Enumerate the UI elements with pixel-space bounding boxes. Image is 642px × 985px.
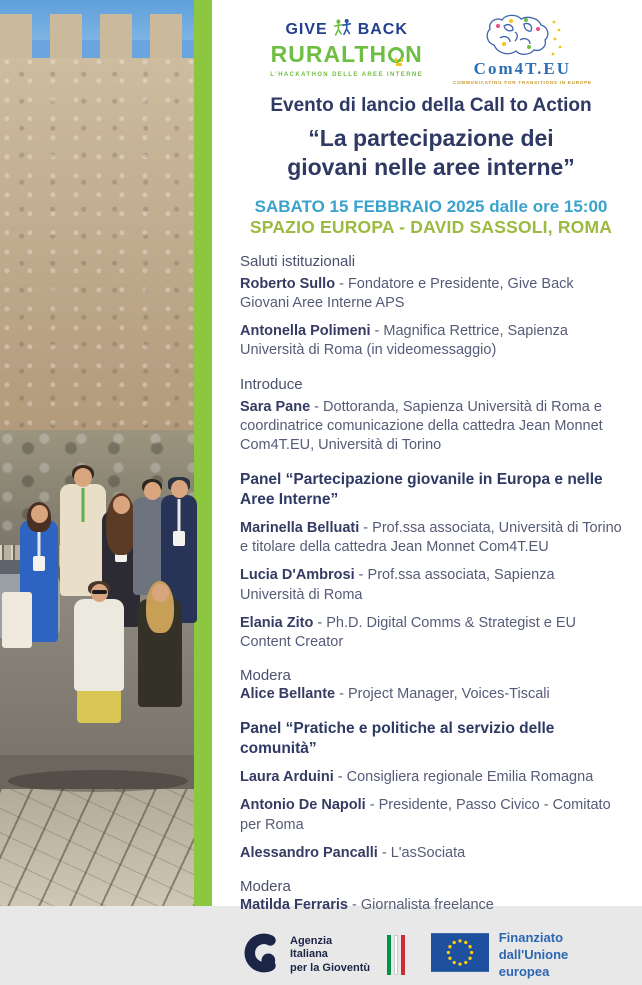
agenzia-label-line1: Agenzia Italiana <box>290 934 333 961</box>
separator: - <box>354 567 368 584</box>
section-panel-2 <box>240 719 622 863</box>
separator: - <box>313 614 327 631</box>
photo-person <box>74 584 124 723</box>
speaker-name: Alessandro Pancalli <box>240 844 378 861</box>
giveback-word-back: BACK <box>357 21 408 38</box>
photo-person <box>60 468 106 596</box>
event-title-line1: “La partecipazione dei <box>308 125 554 151</box>
footer-logos <box>240 930 622 985</box>
event-pretitle: Evento di lancio della Call to Action <box>270 95 592 116</box>
speaker-role: Magnifica Rettrice, Sapienza Università di Roma (in videomessaggio) <box>240 323 568 359</box>
event-program <box>240 253 622 930</box>
speaker-name: Antonella Polimeni <box>240 323 371 340</box>
giveback-word-give: GIVE <box>285 21 328 38</box>
speaker-role: L'asSociata <box>390 844 466 861</box>
photo-tote-bag <box>2 592 32 648</box>
speaker-role: Prof.ssa associata, Sapienza Università di Roma <box>240 567 555 603</box>
section-panel-1 <box>240 470 622 652</box>
speaker-role: Dottoranda, Sapienza Università di Roma e coordinatrice comunicazione della cattedra Jean Monnet Com4T.EU, Università di Torino <box>240 398 603 453</box>
speaker-role: Giornalista freelance <box>360 896 494 913</box>
event-date: SABATO 15 FEBBRAIO 2025 dalle ore 15:00 <box>254 196 608 216</box>
agenzia-label-line2: per la Gioventù <box>290 962 371 975</box>
speaker-role: Fondatore e Presidente, Give Back Giovani Aree Interne APS <box>240 276 574 312</box>
italian-flag-icon <box>387 935 405 975</box>
speaker-line <box>240 566 622 604</box>
photo-cobblestone-pavement <box>0 789 194 906</box>
separator: - <box>359 520 373 537</box>
speaker-name: Roberto Sullo <box>240 276 336 292</box>
section-heading: Introduce <box>240 375 303 393</box>
speaker-line <box>240 322 622 360</box>
giveback-ruralthon-logo <box>270 12 423 78</box>
com4t-name: Com4T.EU <box>473 59 572 78</box>
speaker-line <box>240 398 622 455</box>
flyer-content <box>212 0 642 979</box>
separator: - <box>335 276 348 292</box>
photo-castle-battlements <box>0 14 194 62</box>
speaker-line <box>240 844 622 863</box>
eu-flag-icon <box>431 933 489 977</box>
speaker-role: Prof.ssa associata, Università di Torino e titolare della cattedra Jean Monnet Com4T.EU <box>240 520 622 556</box>
green-divider-stripe <box>194 0 212 906</box>
speaker-name: Laura Arduini <box>240 769 334 786</box>
event-when-where <box>240 196 622 239</box>
separator: - <box>348 896 361 913</box>
photo-person <box>138 584 182 707</box>
speaker-name: Elania Zito <box>240 614 314 631</box>
speaker-name: Marinella Belluati <box>240 520 360 537</box>
speaker-name: Sara Pane <box>240 398 311 415</box>
section-heading: Saluti istituzionali <box>240 253 356 270</box>
photo-castle-wall <box>0 58 194 430</box>
com4t-logo <box>453 12 592 85</box>
jumping-people-icon <box>331 18 355 42</box>
section-heading: Modera <box>240 877 291 895</box>
speaker-role: Ph.D. Digital Comms & Strategist e EU Content Creator <box>240 614 577 650</box>
eu-funding-logo <box>431 930 622 981</box>
separator: - <box>335 685 348 702</box>
agenzia-g-icon <box>240 932 282 979</box>
section-modera-1 <box>240 667 622 704</box>
speaker-line <box>240 685 622 704</box>
speaker-line <box>240 796 622 834</box>
ruralthon-tagline: L'HACKATHON DELLE AREE INTERNE <box>270 72 424 78</box>
ruralthon-text-post: N <box>405 41 423 67</box>
separator: - <box>333 769 347 786</box>
section-saluti <box>240 253 622 361</box>
separator: - <box>377 844 391 861</box>
event-title <box>240 124 622 183</box>
lightbulb-icon <box>388 47 404 63</box>
speaker-line <box>240 768 622 787</box>
speaker-name: Antonio De Napoli <box>240 797 366 814</box>
speaker-role: Presidente, Passo Civico - Comitato per Roma <box>240 797 611 833</box>
speaker-name: Matilda Ferraris <box>240 896 348 913</box>
separator: - <box>365 797 379 814</box>
event-venue: SPAZIO EUROPA - DAVID SASSOLI, ROMA <box>249 217 613 238</box>
event-photo <box>0 0 194 906</box>
speaker-line <box>240 614 622 652</box>
section-introduce <box>240 376 622 455</box>
eu-label-line2: dall'Unione europea <box>498 946 569 979</box>
speaker-role: Project Manager, Voices-Tiscali <box>347 685 550 702</box>
panel-heading: Panel “Pratiche e politiche al servizio delle comunità” <box>240 720 555 758</box>
ruralthon-text-pre: RURALTH <box>270 41 388 67</box>
event-title-line2: giovani nelle aree interne” <box>287 154 575 181</box>
section-heading: Modera <box>240 666 291 684</box>
speaker-role: Consigliera regionale Emilia Romagna <box>346 769 594 786</box>
agenzia-italiana-gioventu-logo <box>240 932 405 979</box>
separator: - <box>310 398 324 415</box>
eu-label-line1: Finanziato <box>498 929 564 945</box>
header-logos <box>240 12 622 85</box>
speaker-line <box>240 896 622 915</box>
speaker-line <box>240 275 622 313</box>
speaker-name: Lucia D'Ambrosi <box>240 567 355 584</box>
section-modera-2 <box>240 878 622 915</box>
speaker-name: Alice Bellante <box>240 685 336 702</box>
separator: - <box>370 323 384 340</box>
photo-group-shadow <box>8 770 188 792</box>
panel-heading: Panel “Partecipazione giovanile in Europa e nelle Aree Interne” <box>240 470 603 509</box>
speaker-line <box>240 519 622 557</box>
com4t-tagline: COMMUNICATING FOR TRANSITIONS IN EUROPE <box>453 80 592 85</box>
